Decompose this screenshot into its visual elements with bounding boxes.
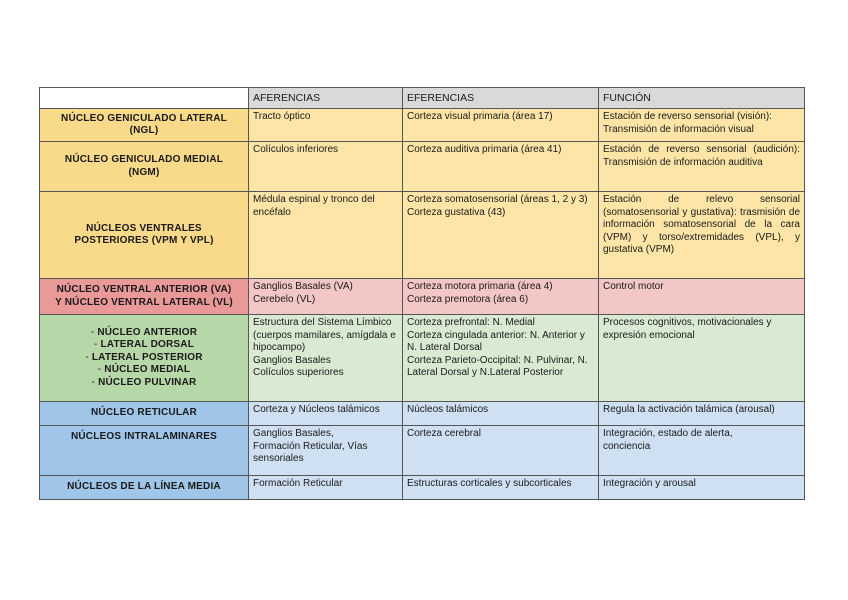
aferencia-item: Médula espinal y tronco del encéfalo (253, 194, 375, 218)
aferencia-item: Formación Reticular, Vías sensoriales (253, 440, 368, 464)
eferencias-cell (403, 109, 599, 142)
aferencia-item: Ganglios Basales (253, 354, 331, 366)
aferencias-cell (249, 426, 403, 476)
nucleus-cell (40, 279, 249, 315)
eferencias-cell (403, 142, 599, 192)
nucleus-name: NÚCLEO GENICULADO MEDIAL (64, 154, 224, 165)
funcion-cell (599, 142, 805, 192)
eferencia-item: Corteza motora primaria (área 4) (407, 281, 553, 292)
table-row (40, 142, 805, 192)
eferencias-cell (403, 279, 599, 315)
eferencias-cell (403, 315, 599, 402)
aferencia-item: Formación Reticular (253, 478, 343, 489)
funcion-item: Estación de relevo sensorial (somatosensorial y gustativa): trasmisión de información somatosensorial de la cara (VPM) y torso/extremidades (VPL), y gustativa (VPM) (603, 194, 800, 255)
aferencias-cell (249, 315, 403, 402)
funcion-cell (599, 279, 805, 315)
nucleus-name: - NÚCLEO PULVINAR (44, 377, 244, 390)
table-row (40, 402, 805, 426)
eferencia-item: Corteza prefrontal: N. Medial (407, 317, 535, 328)
aferencia-item: Cerebelo (VL) (253, 293, 316, 305)
aferencias-cell (249, 192, 403, 279)
aferencia-item: Estructura del Sistema Límbico (cuerpos mamilares, amígdala e hipocampo) (253, 317, 396, 353)
aferencia-item: Tracto óptico (253, 111, 311, 122)
funcion-item: Integración, estado de alerta, (603, 428, 733, 439)
header-aferencias: AFERENCIAS (249, 88, 403, 109)
aferencias-cell (249, 142, 403, 192)
thalamic-nuclei-table (39, 87, 805, 500)
aferencia-item: Colículos inferiores (253, 144, 339, 155)
funcion-item: Procesos cognitivos, motivacionales y expresión emocional (603, 317, 772, 341)
funcion-cell (599, 192, 805, 279)
header-funcion: FUNCIÓN (599, 88, 805, 109)
aferencia-item: Colículos superiores (253, 367, 344, 378)
nucleus-name: NÚCLEO VENTRAL ANTERIOR (VA) (56, 284, 232, 295)
funcion-cell (599, 402, 805, 426)
table-row (40, 426, 805, 476)
nucleus-cell (40, 109, 249, 142)
funcion-item: Estación de reverso sensorial (visión): (603, 111, 772, 122)
nucleus-name: - LATERAL POSTERIOR (44, 352, 244, 365)
nucleus-cell (40, 142, 249, 192)
funcion-cell (599, 426, 805, 476)
table-row (40, 315, 805, 402)
nucleus-name: NÚCLEO RETICULAR (91, 407, 197, 419)
nucleus-name: NÚCLEOS VENTRALES (86, 222, 202, 234)
table-row (40, 109, 805, 142)
aferencias-cell (249, 402, 403, 426)
table-row (40, 476, 805, 500)
aferencias-cell (249, 109, 403, 142)
aferencias-cell (249, 476, 403, 500)
nucleus-abbr: (NGL) (129, 125, 159, 136)
eferencias-cell (403, 192, 599, 279)
aferencia-item: Ganglios Basales (VA) (253, 281, 353, 292)
funcion-item: conciencia (603, 440, 651, 452)
eferencia-item: Corteza somatosensorial (áreas 1, 2 y 3) (407, 194, 588, 205)
nucleus-name: - LATERAL DORSAL (44, 339, 244, 352)
funcion-item: Control motor (603, 281, 664, 292)
nucleus-name: NÚCLEO GENICULADO LATERAL (61, 112, 227, 124)
nucleus-name: - NÚCLEO MEDIAL (44, 364, 244, 377)
nucleus-name: NÚCLEOS INTRALAMINARES (70, 431, 218, 442)
nucleus-name: Y NÚCLEO VENTRAL LATERAL (VL) (55, 296, 233, 308)
eferencia-item: Corteza Parieto-Occipital: N. Pulvinar, N. Lateral Dorsal y N.Lateral Posterior (407, 354, 588, 378)
aferencia-item: Ganglios Basales, (253, 428, 334, 439)
funcion-item: Integración y arousal (603, 478, 696, 489)
header-eferencias: EFERENCIAS (403, 88, 599, 109)
nucleus-name: - NÚCLEO ANTERIOR (44, 327, 244, 340)
nucleus-cell (40, 426, 249, 476)
funcion-cell (599, 109, 805, 142)
nucleus-list (44, 327, 244, 390)
funcion-item: Regula la activación talámica (arousal) (603, 404, 775, 415)
nucleus-name: NÚCLEOS DE LA LÍNEA MEDIA (67, 481, 221, 493)
aferencia-item: Corteza y Núcleos talámicos (253, 404, 380, 415)
funcion-item: Transmisión de información visual (603, 123, 754, 135)
header-row (40, 88, 805, 109)
aferencias-cell (249, 279, 403, 315)
eferencia-item: Estructuras corticales y subcorticales (407, 478, 572, 489)
funcion-item: Estación de reverso sensorial (audición): Transmisión de información auditiva (603, 144, 800, 168)
eferencias-cell (403, 476, 599, 500)
nucleus-cell (40, 315, 249, 402)
eferencia-item: Corteza visual primaria (área 17) (407, 111, 553, 122)
eferencia-item: Corteza auditiva primaria (área 41) (407, 144, 562, 155)
eferencias-cell (403, 426, 599, 476)
eferencia-item: Corteza cerebral (407, 428, 481, 439)
eferencia-item: Corteza premotora (área 6) (407, 293, 529, 305)
table-row (40, 192, 805, 279)
header-blank (40, 88, 249, 109)
eferencia-item: Corteza cingulada anterior: N. Anterior y N. Lateral Dorsal (407, 329, 585, 353)
eferencias-cell (403, 402, 599, 426)
nucleus-cell (40, 402, 249, 426)
funcion-cell (599, 476, 805, 500)
eferencia-item: Corteza gustativa (43) (407, 206, 506, 218)
nucleus-cell (40, 476, 249, 500)
nucleus-cell (40, 192, 249, 279)
nucleus-abbr: (NGM) (128, 166, 160, 178)
table-row (40, 279, 805, 315)
eferencia-item: Núcleos talámicos (407, 404, 489, 415)
funcion-cell (599, 315, 805, 402)
nucleus-abbr: POSTERIORES (VPM Y VPL) (74, 235, 214, 246)
